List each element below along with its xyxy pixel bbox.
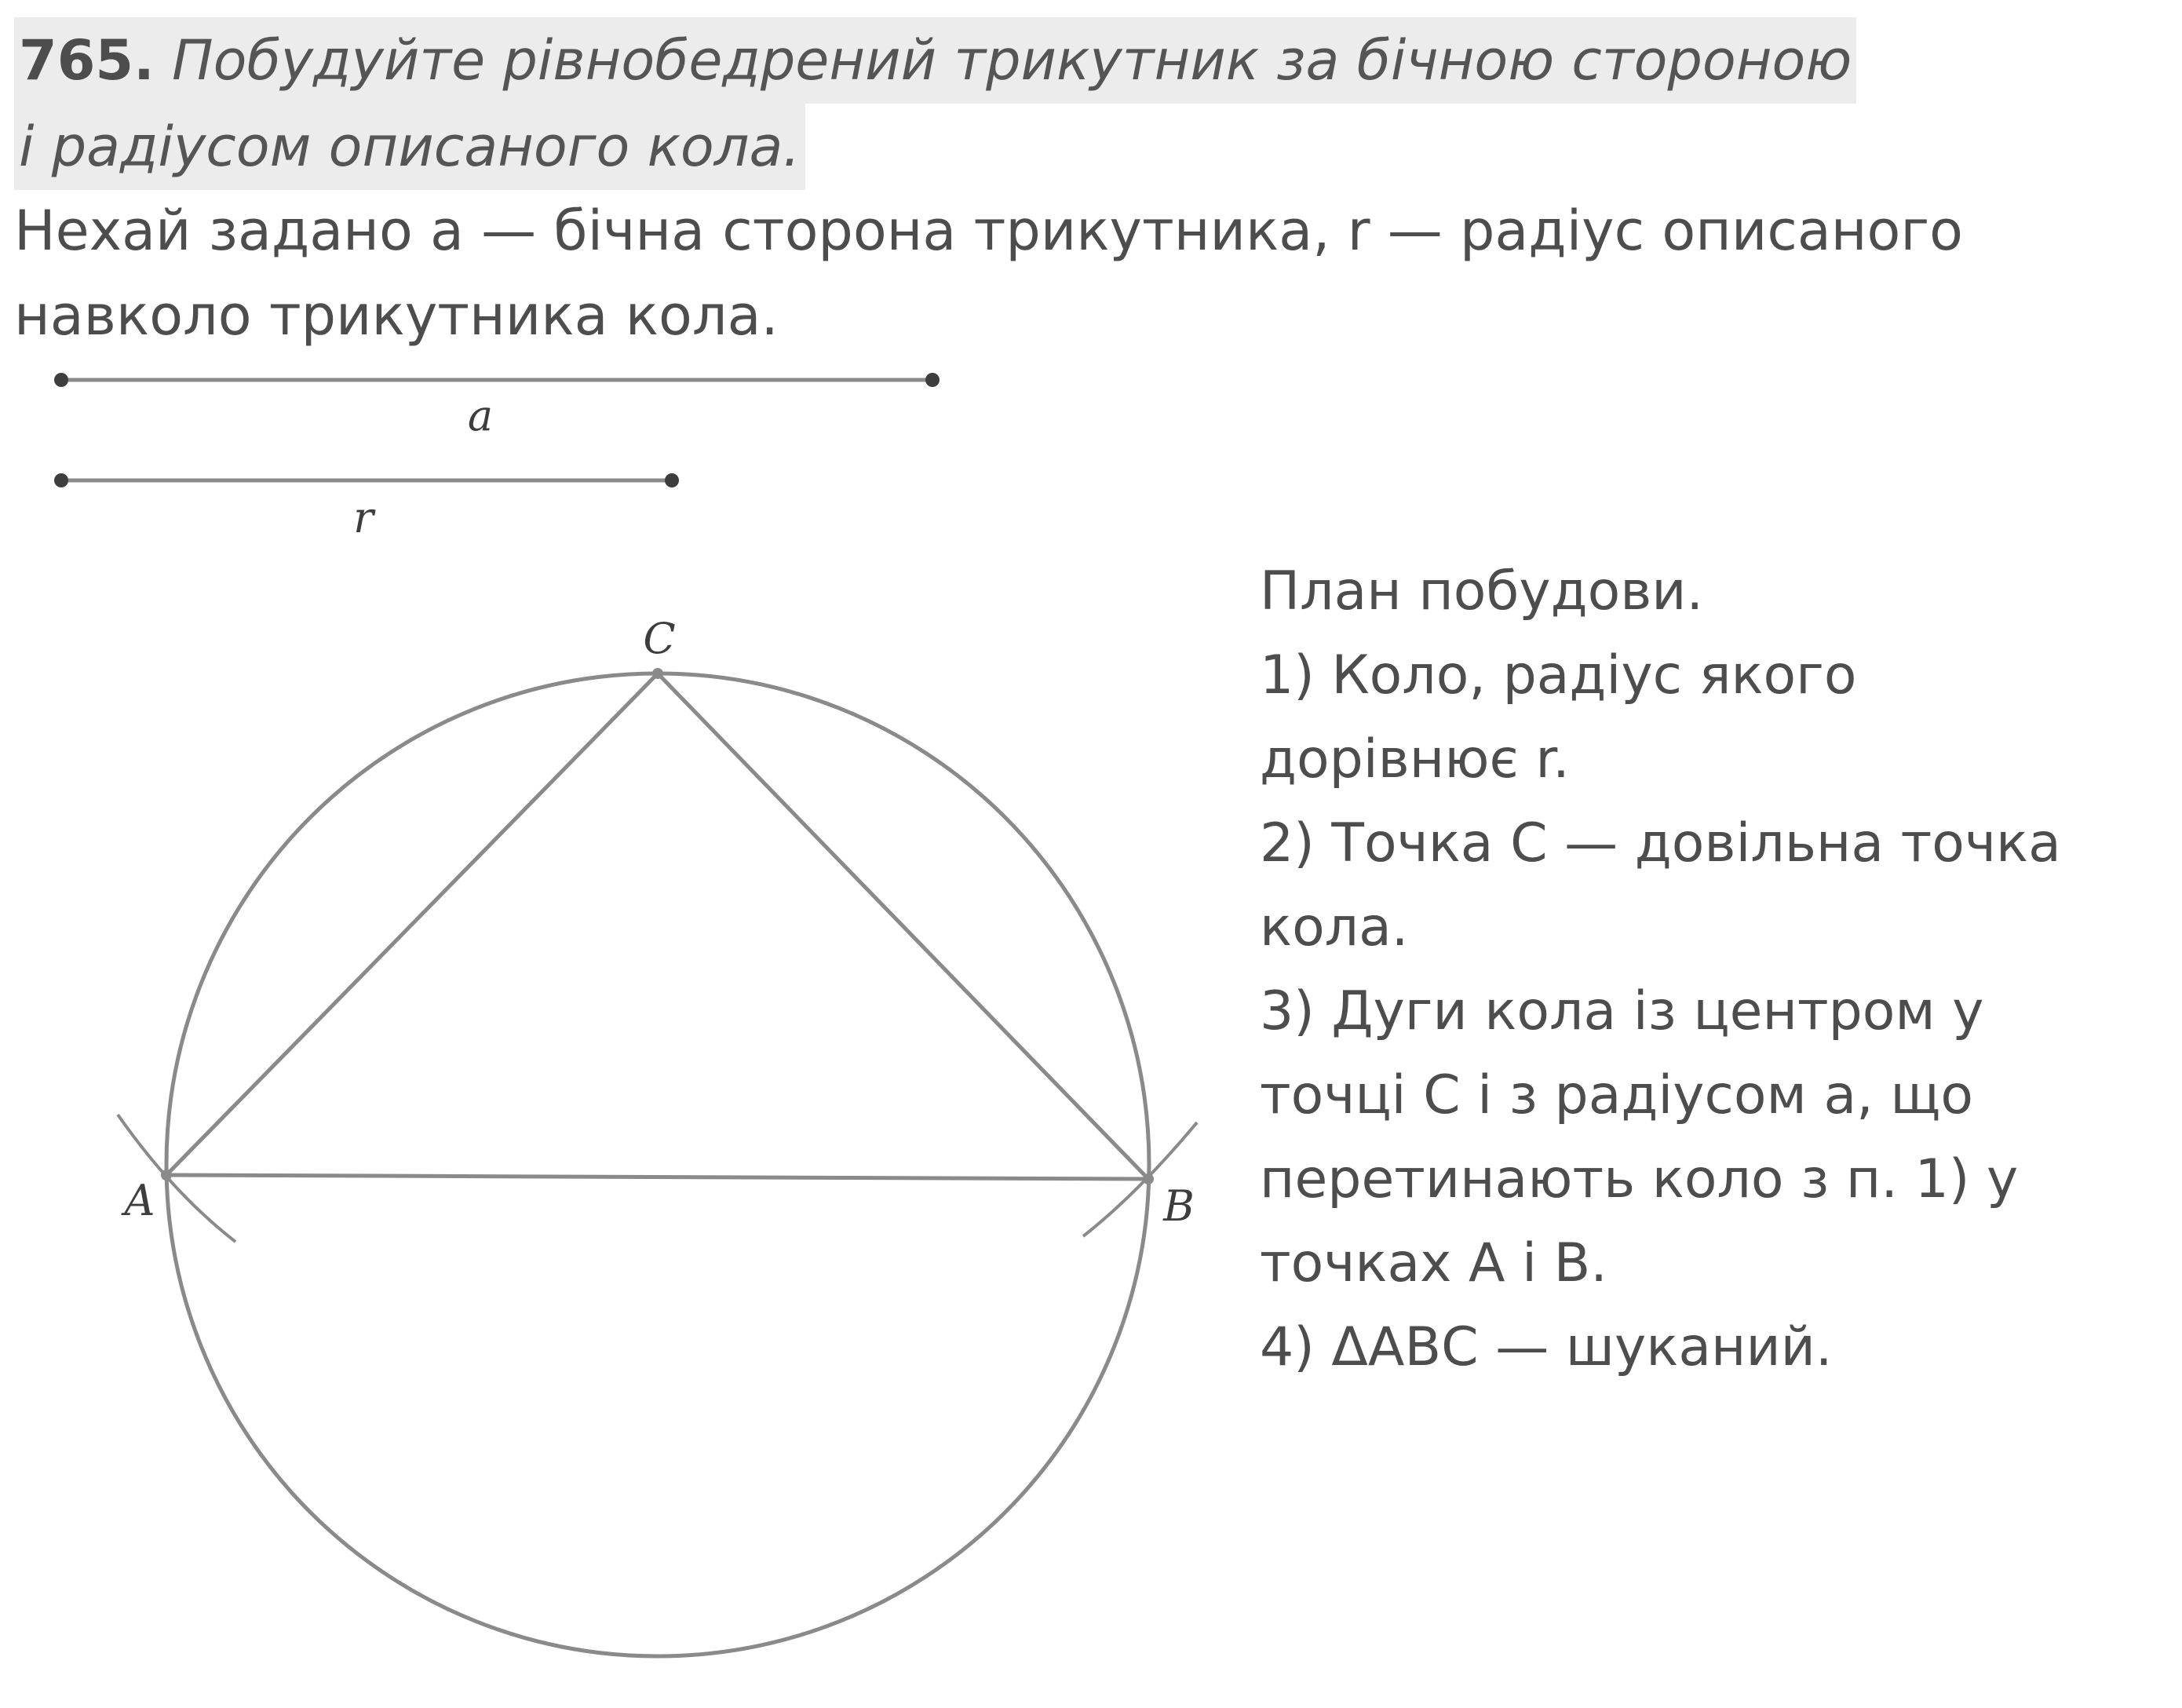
segment-a-endpoint-right [925,373,940,387]
segment-a-label: a [467,391,494,440]
problem-number: 765. [19,28,155,93]
plan-line: точці С і з радіусом а, що [1260,1064,1974,1126]
plan-line: 4) ΔАВС — шуканий. [1260,1316,1833,1378]
circumcircle [166,673,1149,1656]
segment-r-endpoint-left [54,473,68,487]
side-ca [166,673,658,1175]
side-ab [166,1175,1148,1179]
point-a-label: A [124,1176,155,1225]
plan-line: точках А і В. [1260,1232,1607,1294]
segment-r-label: r [353,493,374,542]
problem-title-text-2: і радіусом описаного кола. [19,115,801,179]
plan-line: 3) Дуги кола із центром у [1260,980,1984,1042]
point-b-label: B [1163,1181,1195,1231]
point-a-dot [161,1170,172,1181]
statement-line-1: Нехай задано а — бічна сторона трикутника, r — радіус описаного [14,199,1963,263]
statement-line-2: навколо трикутника кола. [14,283,779,348]
side-cb [658,673,1148,1179]
plan-line: кола. [1260,896,1409,958]
plan-line: 1) Коло, радіус якого [1260,644,1857,706]
problem-title-text-1: Побудуйте рівнобедрений трикутник за бічною стороною [171,28,1852,93]
plan-title: План побудови. [1260,560,1704,622]
point-c-label: C [643,614,676,663]
plan-line: 2) Точка С — довільна точка [1260,812,2061,874]
plan-line: перетинають коло з п. 1) у [1260,1148,2019,1210]
plan-line: дорівнює r. [1260,728,1570,790]
construction-plan [1260,549,2061,1389]
segment-r-endpoint-right [665,473,679,487]
point-c-dot [652,668,663,679]
segment-a-endpoint-left [54,373,68,387]
point-b-dot [1143,1173,1154,1184]
